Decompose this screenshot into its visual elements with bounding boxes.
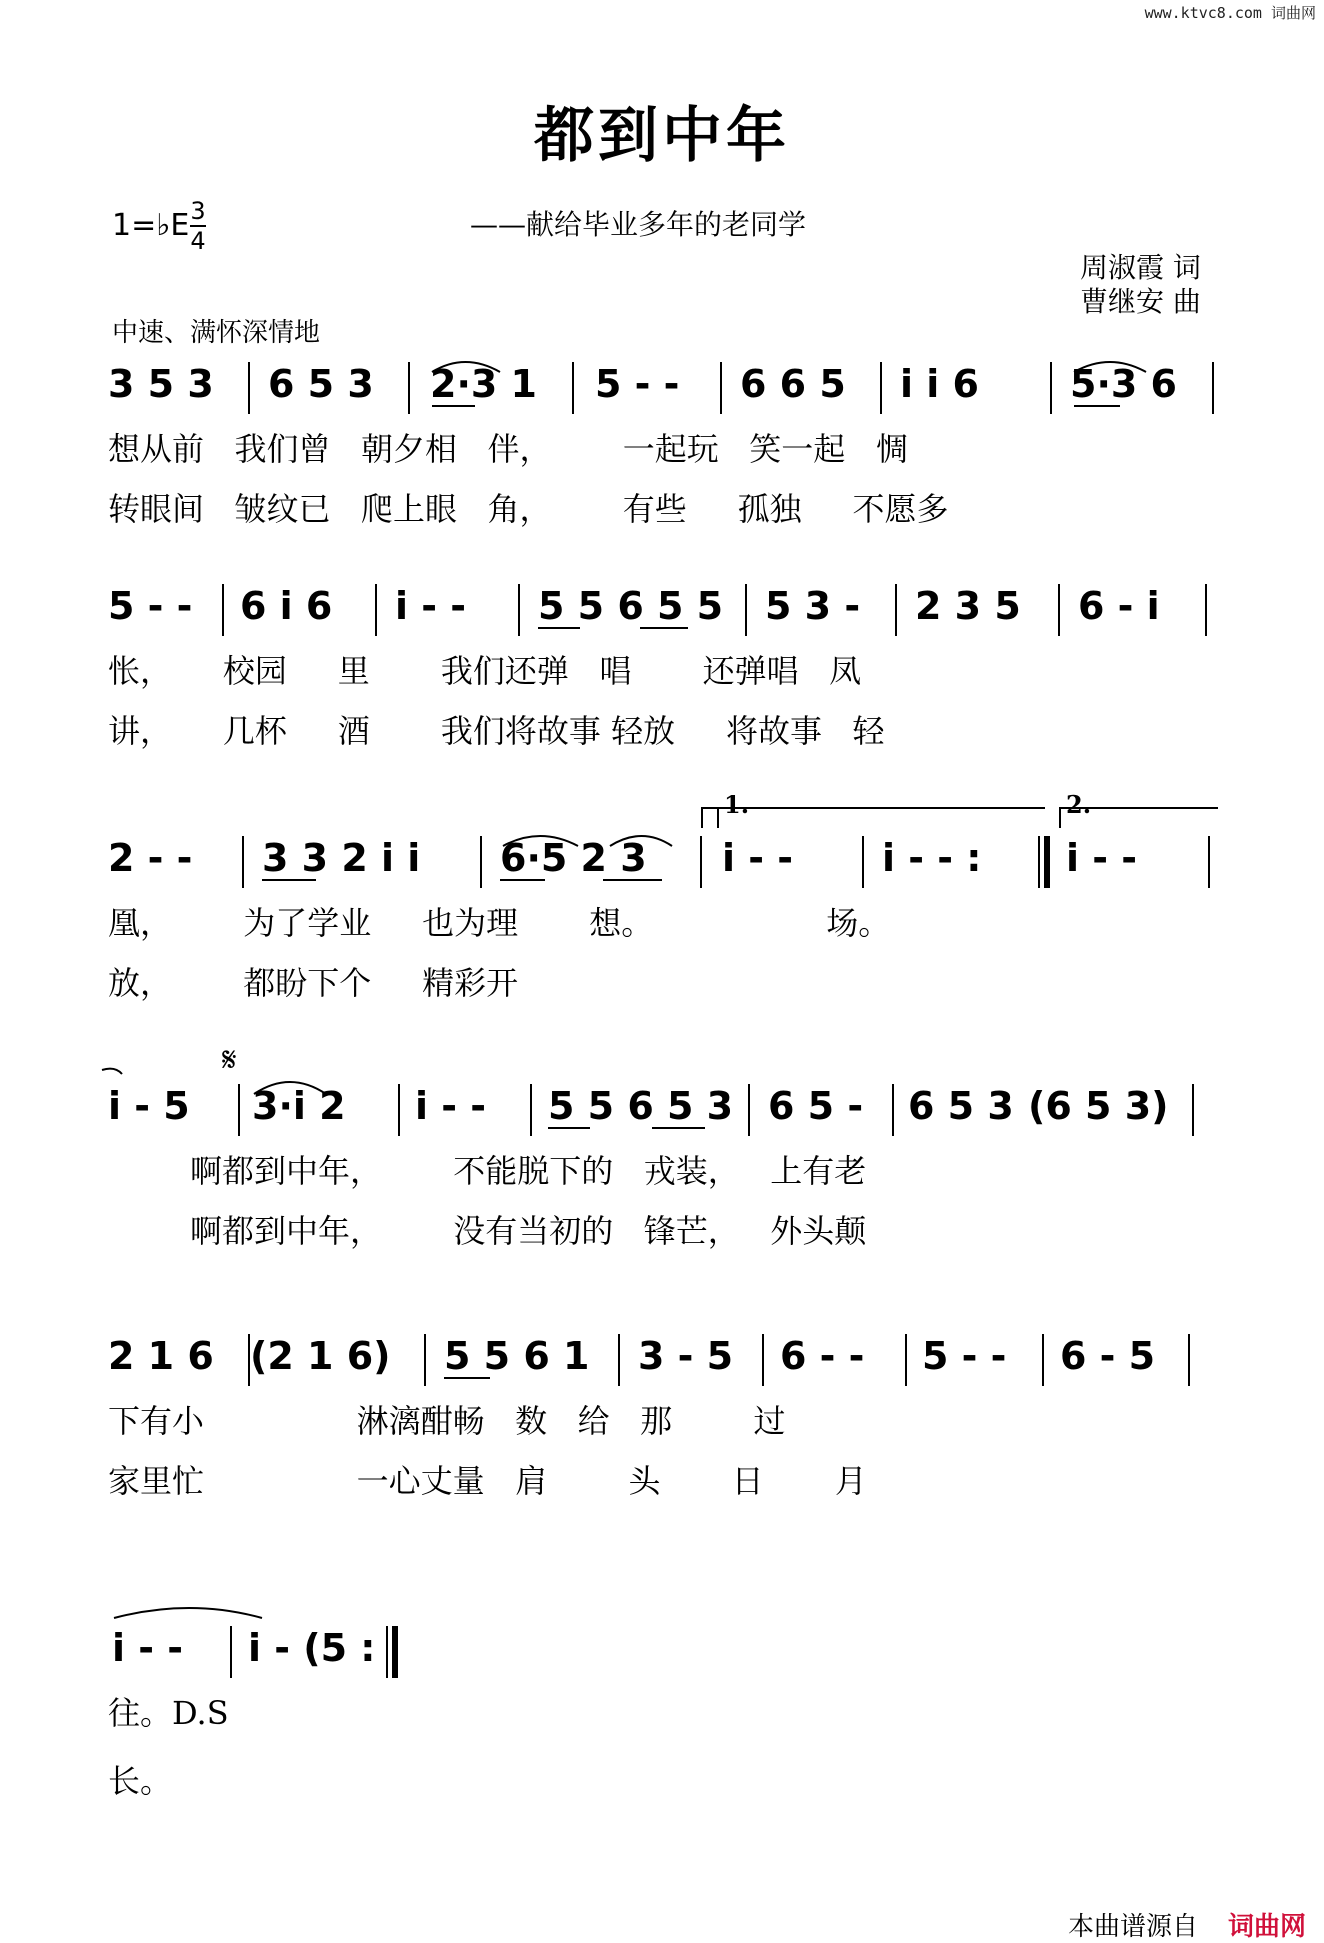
segno-sign: 𝄋 <box>222 1040 237 1080</box>
barline <box>862 836 864 888</box>
barline <box>1212 362 1214 414</box>
barline <box>1188 1334 1190 1386</box>
measure: 3 - 5 <box>638 1334 734 1378</box>
watermark: www.ktvc8.com 词曲网 <box>1144 4 1316 22</box>
barline <box>905 1334 907 1386</box>
measure: 5 3 - <box>765 584 861 628</box>
measure: 3 5 3 <box>108 362 214 406</box>
lyrics-verse-2: 啊都到中年， 没有当初的 锋芒， 外头颠 <box>190 1212 867 1250</box>
time-bottom: 4 <box>190 227 206 255</box>
lyrics-verse-2: 家里忙 一心丈量 肩 头 日 月 <box>108 1462 867 1500</box>
measure: 6 6 5 <box>740 362 846 406</box>
measure: 5 - - <box>108 584 193 628</box>
lyrics-verse-2: 长。 <box>108 1762 173 1800</box>
barline <box>248 362 250 414</box>
barline <box>745 584 747 636</box>
lyrics-verse-2: 放， 都盼下个 精彩开 <box>108 964 519 1002</box>
final-repeat-barline <box>392 1626 398 1678</box>
measure: 6 - i <box>1078 584 1160 628</box>
barline <box>530 1084 532 1136</box>
slur <box>114 1608 262 1618</box>
barline <box>398 1084 400 1136</box>
measure: 5 5 6 5 5 <box>538 584 724 628</box>
composer: 曹继安 曲 <box>1080 285 1201 318</box>
barline <box>1042 1334 1044 1386</box>
barline <box>222 584 224 636</box>
measure: 5 - - <box>595 362 680 406</box>
footer-site: 词曲网 <box>1228 1912 1307 1942</box>
barline <box>700 836 702 888</box>
dedication: ——献给毕业多年的老同学 <box>470 208 807 241</box>
measure: 3 3 2 i i <box>262 836 421 880</box>
barline <box>242 836 244 888</box>
barline <box>424 1334 426 1386</box>
measure: i - - <box>395 584 467 628</box>
barline <box>1192 1084 1194 1136</box>
measure: i - - <box>112 1626 184 1670</box>
lyrics-verse-1: 啊都到中年， 不能脱下的 戎装， 上有老 <box>190 1152 867 1190</box>
measure: (2 1 6) <box>250 1334 391 1378</box>
repeat-end-barline <box>1044 836 1050 888</box>
time-top: 3 <box>190 197 206 225</box>
barline <box>880 362 882 414</box>
volta-bracket-1 <box>702 808 1045 828</box>
measure: 6 5 - <box>768 1084 864 1128</box>
measure: i - (5 : <box>248 1626 376 1670</box>
barline <box>572 362 574 414</box>
barline <box>518 584 520 636</box>
measure: 6 - 5 <box>1060 1334 1156 1378</box>
lyricist: 周淑霞 词 <box>1080 251 1201 284</box>
volta-1-label: 1. <box>724 790 750 819</box>
measure: 5 5 6 1 <box>444 1334 590 1378</box>
measure: i - - <box>722 836 794 880</box>
measure: 5 - - <box>922 1334 1007 1378</box>
volta-2-label: 2. <box>1066 790 1092 819</box>
measure: i i 6 <box>900 362 979 406</box>
measure: i - - <box>1066 836 1138 880</box>
lyrics-verse-2: 讲， 几杯 酒 我们将故事 轻放 将故事 轻 <box>108 712 885 750</box>
measure: 2·3 1 <box>430 362 537 406</box>
time-signature <box>190 198 206 254</box>
barline <box>386 1626 388 1678</box>
measure: i - - <box>415 1084 487 1128</box>
measure: (6 5 3) <box>1028 1084 1169 1128</box>
lyrics-verse-2: 转眼间 皱纹已 爬上眼 角， 有些 孤独 不愿多 <box>108 490 949 528</box>
key-signature: 1=♭E <box>112 208 190 243</box>
measure: 5·3 6 <box>1070 362 1177 406</box>
lyrics-verse-1: 想从前 我们曾 朝夕相 伴， 一起玩 笑一起 惆 <box>108 430 908 468</box>
barline <box>480 836 482 888</box>
measure: i - 5 <box>108 1084 190 1128</box>
measure: 6 5 3 <box>268 362 374 406</box>
lyrics-verse-1: 往。D.S <box>108 1694 229 1732</box>
barline <box>1208 836 1210 888</box>
measure: 3·i 2 <box>252 1084 346 1128</box>
lyrics-verse-1: 怅， 校园 里 我们还弹 唱 还弹唱 凤 <box>108 652 862 690</box>
barline <box>1038 836 1040 888</box>
barline <box>762 1334 764 1386</box>
barline <box>748 1084 750 1136</box>
barline <box>238 1084 240 1136</box>
tempo-marking: 中速、满怀深情地 <box>112 318 321 348</box>
lyrics-verse-1: 凰， 为了学业 也为理 想。 场。 <box>108 904 891 942</box>
lyrics-verse-1: 下有小 淋漓酣畅 数 给 那 过 <box>108 1402 786 1440</box>
barline <box>230 1626 232 1678</box>
barline <box>1050 362 1052 414</box>
measure: 6·5 2 3 <box>500 836 647 880</box>
measure: 6 i 6 <box>240 584 333 628</box>
slur <box>102 1069 122 1074</box>
barline <box>408 362 410 414</box>
barline <box>1058 584 1060 636</box>
barline <box>895 584 897 636</box>
barline <box>720 362 722 414</box>
song-title: 都到中年 <box>534 101 790 171</box>
barline <box>618 1334 620 1386</box>
measure: 2 1 6 <box>108 1334 214 1378</box>
barline <box>1205 584 1207 636</box>
barline <box>892 1084 894 1136</box>
measure: i - - : <box>882 836 982 880</box>
footer-source: 本曲谱源自 <box>1068 1912 1199 1942</box>
measure: 5 5 6 5 3 <box>548 1084 734 1128</box>
measure: 6 5 3 <box>908 1084 1014 1128</box>
measure: 2 - - <box>108 836 193 880</box>
measure: 6 - - <box>780 1334 865 1378</box>
barline <box>375 584 377 636</box>
measure: 2 3 5 <box>915 584 1021 628</box>
